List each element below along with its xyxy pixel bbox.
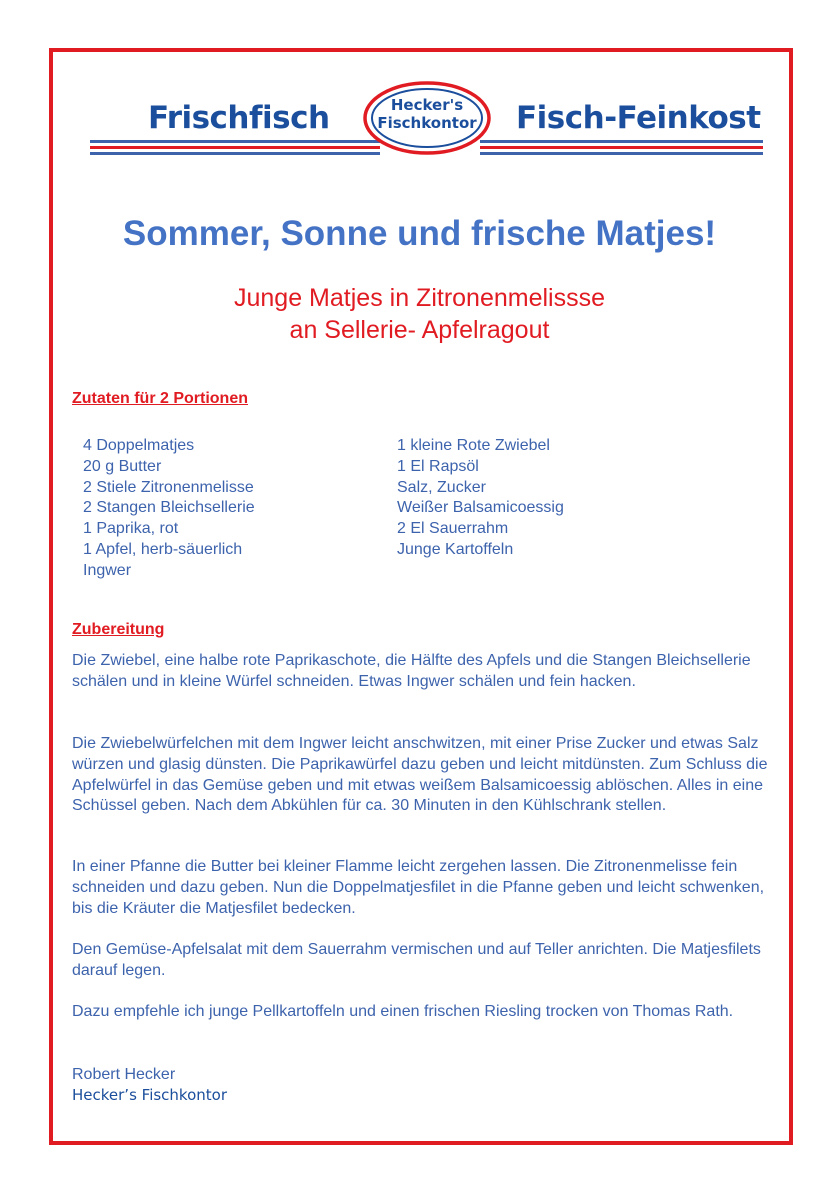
ingredient-item: 2 Stangen Bleichsellerie — [83, 499, 255, 517]
heckers-fischkontor-logo — [362, 80, 492, 156]
ingredient-item: 2 El Sauerrahm — [397, 520, 509, 538]
logo-line-fischkontor: Fischkontor — [377, 114, 477, 132]
preparation-paragraph-2: Die Zwiebelwürfelchen mit dem Ingwer leicht anschwitzen, mit einer Prise Zucker und etwas Salz würzen und glasig dünsten. Die Paprikawürfel dazu geben und leicht mitdünsten. Zum Schluss die Apfelwürfel in das Gemüse geben und mit etwas weißem Balsamicoessig ablöschen. Alles in eine Schüssel geben. Nach dem Abkühlen für ca. 30 Minuten in den Kühlschrank stellen. — [72, 735, 768, 815]
brand-frischfisch: Frischfisch — [148, 100, 330, 136]
header-rule-blue-right — [480, 140, 763, 143]
header-rule-red-right — [480, 146, 763, 149]
signature-name: Robert Hecker — [72, 1066, 176, 1083]
preparation-heading: Zubereitung — [72, 621, 165, 638]
subtitle-line-2: an Sellerie- Apfelragout — [289, 316, 550, 344]
signature-company: Hecker’s Fischkontor — [72, 1086, 227, 1104]
header-rule-blue-right-2 — [480, 152, 763, 155]
ingredient-item: Ingwer — [83, 561, 132, 579]
ingredient-item: 2 Stiele Zitronenmelisse — [83, 478, 254, 496]
preparation-paragraph-4: Den Gemüse-Apfelsalat mit dem Sauerrahm vermischen und auf Teller anrichten. Die Matjesfilets darauf legen. — [72, 941, 761, 979]
ingredients-left-column — [83, 436, 255, 582]
preparation-paragraph-5: Dazu empfehle ich junge Pellkartoffeln und einen frischen Riesling trocken von Thomas Rath. — [72, 1003, 734, 1020]
header-rule-blue-left-2 — [90, 152, 380, 155]
preparation-paragraph-1: Die Zwiebel, eine halbe rote Paprikaschote, die Hälfte des Apfels und die Stangen Bleichsellerie schälen und in kleine Würfel schneiden. Etwas Ingwer schälen und fein hacken. — [72, 652, 751, 690]
brand-fisch-feinkost: Fisch-Feinkost — [516, 100, 761, 136]
preparation-paragraph-3: In einer Pfanne die Butter bei kleiner Flamme leicht zergehen lassen. Die Zitronenmelisse fein schneiden und dazu geben. Nun die Doppelmatjesfilet in die Pfanne geben und leicht schwenken, bis die Kräuter die Matjesfilet bedecken. — [72, 858, 765, 917]
ingredient-item: 1 Paprika, rot — [83, 520, 179, 538]
ingredient-item: 4 Doppelmatjes — [83, 437, 195, 454]
ingredients-right-column — [397, 436, 564, 561]
ingredient-item: Junge Kartoffeln — [397, 540, 514, 558]
ingredients-heading: Zutaten für 2 Portionen — [72, 390, 248, 407]
logo-line-heckers: Hecker's — [390, 96, 464, 114]
ingredient-item: Weißer Balsamicoessig — [397, 499, 564, 517]
ingredient-item: Salz, Zucker — [397, 478, 486, 496]
ingredient-item: 20 g Butter — [83, 457, 162, 475]
ingredient-item: 1 kleine Rote Zwiebel — [397, 437, 550, 454]
ingredient-item: 1 Apfel, herb-säuerlich — [83, 540, 243, 558]
letterhead — [90, 78, 763, 160]
header-rule-blue-left — [90, 140, 380, 143]
ingredient-item: 1 El Rapsöl — [397, 457, 479, 475]
subtitle-line-1: Junge Matjes in Zitronenmelissse — [234, 284, 605, 312]
header-rule-red-left — [90, 146, 380, 149]
page-title: Sommer, Sonne und frische Matjes! — [122, 214, 717, 253]
